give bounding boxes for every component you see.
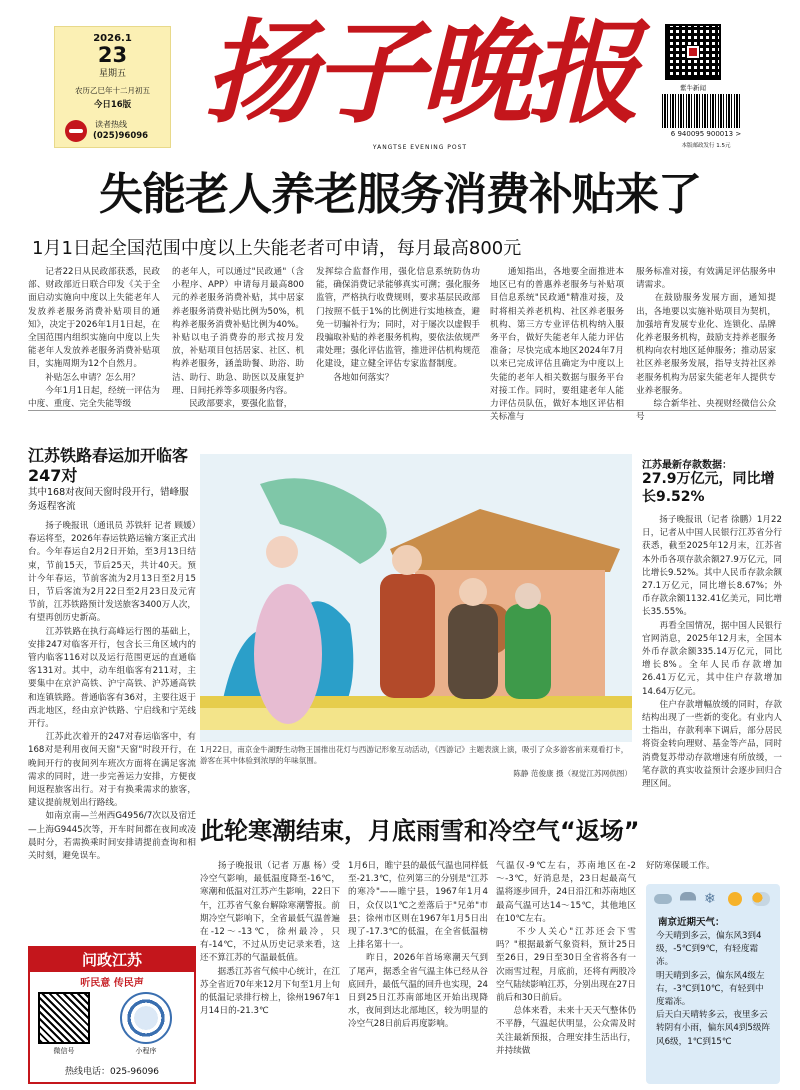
deposit-body: 扬子晚报讯（记者 徐鹏）1月22日，记者从中国人民银行江苏省分行获悉，截至2025年12月末，江苏省本外币各项存款余额27.9万亿元，同比增长9.52%。其中人民币存款余额27.1万亿元，同比增长8.67%；外币存款余额1132.41亿美元，同比增长35.55%。 再看全国情况，据中国人民银行官网消息，2025年12月末，全国本外币存款余额335.14万亿元，同比增长8%。全年人民币存款增加26.41万亿元，其中住户存款增加14.64万亿元。 住户存款增幅放缓的同时，存款结构出现了一些新的变化。有业内人士指出，存款利率下调后，部分居民将资金转向理财、基金等产品，同时消费复苏带动存款增速有所放缓，一笔存款的真实收益预计会逐步回归合理区间。	[642, 515, 782, 790]
wenzheng-qr2-label: 小程序	[135, 1047, 157, 1055]
photo-caption-text: 1月22日，南京金牛湖野生动物王国推出花灯与西游记形象互动活动，《西游记》主题表演上演，吸引了众多游客前来观看打卡，游客在其中体验到浓厚的年味氛围。	[200, 745, 629, 765]
partly-cloudy-icon	[752, 892, 770, 906]
photo-figure-pig-head	[459, 578, 487, 606]
divider	[28, 410, 776, 411]
railway-subtitle: 其中168对夜间天窗时段开行，错峰服务返程客流	[28, 487, 189, 512]
price-note: 本版邮政发行 1.5元	[681, 143, 731, 149]
lead-col-1: 记者22日从民政部获悉，民政部、财政部近日联合印发《关于全面启动实施向中度以上失能老年人发放养老服务消费补贴项目的通知》，决定于2026年1月1日起，在全国范围内组织实施向中度以上失能老年人发放养老服务消费补贴项目，实施周期为12个自然月。 补贴怎么申请？怎么用？ 今年1月1日起，经统一评估为中度、重度、完全失能等级	[28, 267, 160, 410]
date-lunar: 农历乙巳年十二月初五	[75, 86, 150, 95]
lead-col-5: 服务标准对接，有效满足评估服务申请需求。 在鼓励服务发展方面，通知提出，各地要以实施补贴项目为契机，加强培育发展专业化、连锁化、品牌化养老服务机构，鼓励支持养老服务机构向农村地区延伸服务；推动居家社区养老服务发展，指导支持社区养老服务机构为居家失能老年人提供专业养老服务。 综合新华社、央视财经微信公众号	[636, 267, 776, 423]
railway-body: 扬子晚报讯（通讯员 苏铁轩 记者 顾媛）春运将至，2026年春运铁路运输方案正式出台。今年春运自2月2日开始，至3月13日结束，节前15天，节后25天，共计40天。预计今年春运，节前客流为2月13日至2月15日，节后客流为2月22日至2月23日及元宵节前，江苏铁路预计发送旅客3400万人次，有望再创历史新高。 江苏铁路在执行高峰运行图的基础上，安排247对临客开行，包含长三角区域内的管内临客116对以及运行范围更远的直通临客131对。其中，动车组临客有211对，主要集中在京沪高铁、沪宁高铁、沪苏通高铁和连镇铁路。普通临客有36对，主要往返于西北地区，经由京沪铁路、宁启线和宁芜线开行。 江苏此次着开的247对春运临客中，有168对是利用夜间天窗"天窗"时段开行，在晚间开行的夜间列车班次方面将在满足客流需求的同时，进一步完善运力安排，方便夜间返程旅客出行。对于有换乘需求的旅客，建议提前规划出行路线。 如南京南—兰州西G4956/7次以及宿迁—上海G9445次等，开车时间都在夜间或凌晨时分，若需换乘时间安排请提前查询和相关时刻，避免误车。	[28, 521, 196, 862]
photo-figure-pig-body	[448, 604, 498, 699]
barcode	[662, 94, 742, 128]
paper-title-en: YANGTSE EVENING POST	[372, 144, 468, 151]
date-year-month: 2026.1	[93, 33, 132, 44]
weather-col-3: 气温仅-9℃左右，苏南地区在-2～-3℃，好消息是，23日起最高气温将逐步回升，24日沿江和苏南地区最高气温可达14～15℃，其他地区在10℃左右。 不少人关心"江苏还会下雪吗？"根据最新气象资料，预计25日至26日，29日至30日全省将各有一次雨雪过程，月底前，还将有两股冷空气陆续影响江苏，分别出现在27日前后和30日前后。 总体来看，未来十天天气整体仍不平静，气温起伏明显，公众需及时关注最新预报，合理安排生活出行，并持续做	[496, 861, 636, 1056]
forecast-title: 南京近期天气：	[658, 917, 725, 928]
cloud-icon	[654, 894, 672, 904]
date-weekday: 星期五	[98, 69, 126, 79]
lead-col-4: 通知指出，各地要全面推进本地区已有的普惠养老服务与补贴项目信息系统"民政通"精准对接，及时将相关养老机构、社区养老服务机构、第三方专业评估机构纳入服务平台，做好失能老年人能力评估准备；尽快完成本地区2024年7月以来已完成评估且确定为中度以上失能的老年人相关数据与服务平台对接工作。同时，要组建老年人能力评估员队伍，做好本地区评估相关标准与	[490, 267, 624, 423]
app-label: 紫牛新闻	[680, 84, 706, 92]
snowflake-icon: ❄	[704, 891, 716, 907]
hotline-logo-icon	[65, 120, 87, 142]
lead-subheadline: 1月1日起全国范围中度以上失能老者可申请，每月最高800元	[32, 238, 522, 259]
news-photo	[200, 454, 632, 742]
wenzheng-hotline: 热线电话：025-96096	[64, 1067, 160, 1077]
lead-col-3: 发挥综合监督作用，强化信息系统防伪功能，确保消费记录能够真实可溯；强化服务监管，严格执行收费规则，要求基层民政部门按照不低于1%的比例进行实地核查，避免一切骗补行为；同时，对于屡次以虚假手段骗取补贴的养老服务机构，要依法依规严肃处理；强化评估监管，推进评估机构规范化建设，建立健全评估专家监督制度。 各地如何落实？	[316, 267, 480, 383]
photo-credit: 陈静 范俊康 摄（视觉江苏网供图）	[513, 769, 632, 778]
page-count: 今日16版	[93, 100, 132, 110]
wenzheng-title: 问政江苏	[81, 951, 142, 969]
hotline-block	[65, 119, 165, 145]
photo-figure-sha-body	[505, 604, 551, 699]
photo-figure-lady-body	[254, 584, 322, 724]
wenzheng-header	[30, 948, 194, 972]
barcode-number: 6 940095 900013 >	[670, 130, 742, 138]
hotline-number: (025)96096	[93, 131, 149, 141]
forecast-box	[646, 884, 780, 1084]
photo-figure-monk-body	[380, 574, 435, 698]
photo-figure-lady-head	[266, 536, 298, 568]
wenzheng-block	[28, 946, 196, 1084]
paper-title: 扬子晚报	[204, 8, 636, 139]
qr-center-logo-icon	[687, 46, 699, 58]
deposit-headline: 27.9万亿元，同比增长9.52%	[642, 471, 775, 505]
photo-stage-front	[200, 708, 632, 730]
wenzheng-qr-wechat[interactable]	[38, 992, 90, 1044]
weather-col-2: 1月6日，睢宁县的最低气温也同样低至-21.3℃，位列第三的分别是"江苏的寒冷"——睢宁县，1967年1月4日，众仅以1℃之差落后于"兄弟"市县；徐州市区则在1967年1月5日出现了-17.3℃的低温，在全省低温榜上排名第十一。 昨日，2026年首场寒潮天气到了尾声，据悉全省气温主体已经从谷底回升，最低气温的回升也实现，24日到25日江苏南部地区开始出现降水，夜间到达北部地区，较为明显的冷空气28日前后再度影响。	[348, 861, 488, 1030]
masthead	[0, 0, 800, 160]
sun-icon	[728, 892, 742, 906]
photo-scene	[200, 454, 632, 742]
photo-figure-sha-head	[515, 583, 541, 609]
photo-figure-monk-head	[392, 545, 422, 575]
lead-col-2: 的老年人，可以通过"民政通"（含小程序、APP）申请每月最高800元的养老服务消费补贴，其中居家养老服务消费补贴比例为50%，机构养老服务消费补贴比例为40%。补贴以电子消费券的形式按月发放，补贴项目包括居家、社区、机构养老服务，涵盖助餐、助浴、助洁、助行、助急、助医以及康复护理、日间托养等多项服务内容。 民政部要求，要强化监督，	[172, 267, 304, 410]
forecast-icons	[654, 890, 772, 908]
hotline-label: 读者热线	[95, 120, 127, 129]
forecast-text: 今天晴到多云，偏东风3到4级，-5℃到9℃，有轻度霜冻。 明天晴到多云，偏东风4级左右，-3℃到10℃，有轻到中度霜冻。 后天白天晴转多云，夜里多云转阴有小雨，偏东风4到5级阵风6级，1℃到15℃	[656, 931, 771, 1047]
wenzheng-slogan: 听民意 传民声	[80, 978, 144, 989]
qr-code-app[interactable]	[665, 24, 721, 80]
date-box	[54, 26, 171, 148]
photo-caption	[200, 744, 632, 790]
lead-headline: 失能老人养老服务消费补贴来了	[99, 169, 701, 220]
wenzheng-qr-miniprogram[interactable]	[120, 992, 172, 1044]
weather-col-1: 扬子晚报讯（记者 万惠 杨）受冷空气影响，最低温度降至-16℃，寒潮和低温对江苏产生影响，22日下午，江苏省气象台解除寒潮警报。前期冷空气影响下，全省最低气温普遍在-12～-13℃，徐州最冷，只有-14℃，不过从历史记录来看，这还不算江苏的气温最低值。 据悉江苏省气候中心统计，在江苏全省近70年来12月下旬至1月上旬的低温记录排行榜上，徐州1967年1月14日的-21.3℃	[200, 861, 340, 1017]
railway-title: 江苏铁路春运加开临客247对	[28, 446, 189, 485]
rain-icon	[680, 892, 696, 906]
wenzheng-qr1-label: 微信号	[53, 1047, 75, 1055]
date-day: 23	[97, 43, 128, 67]
weather-headline: 此轮寒潮结束，月底雨雪和冷空气“返场”	[200, 817, 640, 845]
deposit-label: 江苏最新存款数据：	[642, 460, 732, 471]
weather-col-4: 好防寒保暖工作。	[646, 861, 715, 871]
